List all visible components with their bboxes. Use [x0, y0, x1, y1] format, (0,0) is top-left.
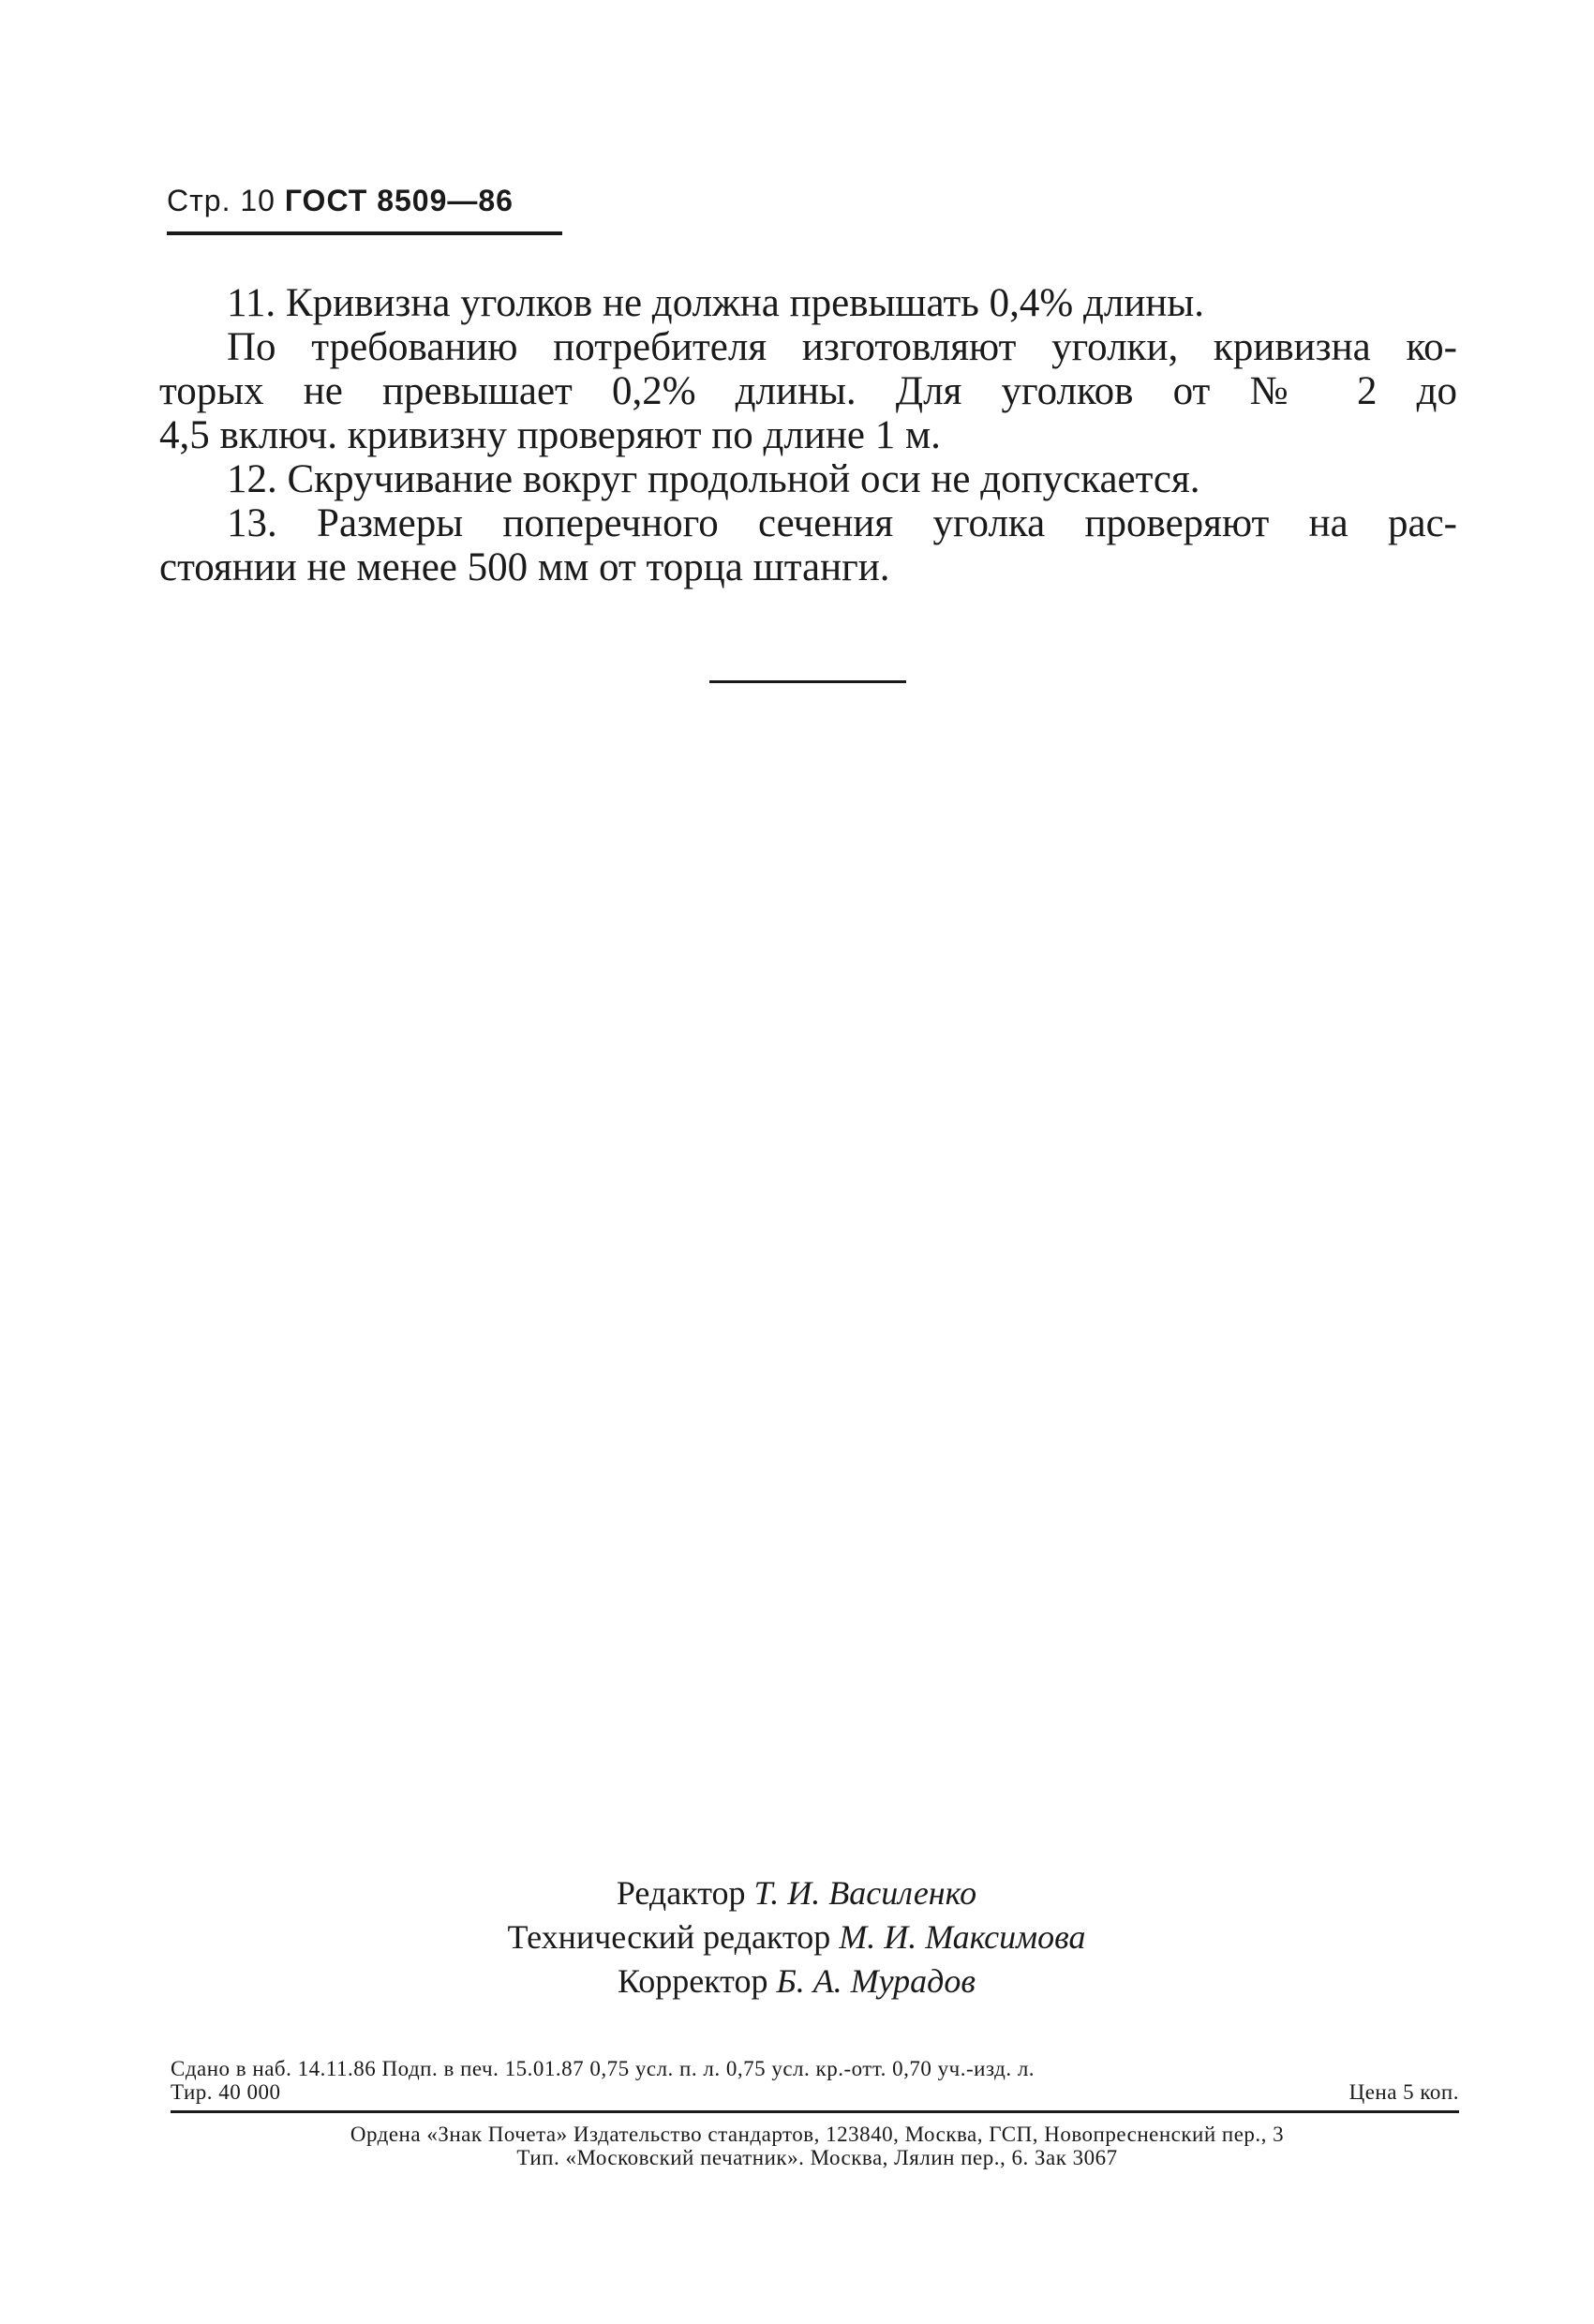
header-rule [167, 231, 562, 235]
paragraph-line: 4,5 включ. кривизну проверяют по длине 1 м. [159, 413, 941, 457]
paragraph-line: 12. Скручивание вокруг продольной оси не допускается. [227, 457, 1200, 501]
imprint-circulation: Тир. 40 000 [171, 2080, 281, 2104]
imprint-row-2 [171, 2080, 1459, 2104]
page-number: Стр. 10 [167, 184, 276, 217]
editor-role: Редактор [616, 1874, 746, 1912]
editor-name: Т. И. Василенко [753, 1874, 977, 1912]
credit-tech-editor [469, 1915, 1125, 1959]
body-text [159, 281, 1457, 589]
paragraph-11 [159, 281, 1457, 325]
credit-editor [469, 1871, 1125, 1915]
imprint-row-1 [171, 2057, 1459, 2080]
publisher-line-2: Тип. «Московский печатник». Москва, Лялин пер., 6. Зак 3067 [516, 2146, 1118, 2169]
imprint-block [171, 2057, 1459, 2104]
standard-designation: ГОСТ 8509—86 [284, 184, 514, 217]
publisher-line-1: Ордена «Знак Почета» Издательство стандартов, 123840, Москва, ГСП, Новопресненский пер., 3 [350, 2123, 1285, 2146]
tech-editor-role: Технический редактор [507, 1918, 831, 1956]
imprint-rule [171, 2110, 1459, 2113]
paragraph-11-addendum [159, 325, 1457, 457]
corrector-role: Корректор [617, 1962, 768, 2000]
paragraph-line: 13. Размеры поперечного сечения уголка проверяют на рас- [227, 501, 1457, 545]
imprint-price: Цена 5 коп. [1348, 2080, 1459, 2104]
paragraph-line: 11. Кривизна уголков не должна превышать 0,4% длины. [227, 281, 1204, 325]
imprint-print-dates: Сдано в наб. 14.11.86 Подп. в печ. 15.01.87 0,75 усл. п. л. 0,75 усл. кр.-отт. 0,70 уч.-изд. л. [171, 2057, 1035, 2080]
paragraph-12 [159, 457, 1457, 501]
corrector-name: Б. А. Мурадов [776, 1962, 976, 2000]
paragraph-line: По требованию потребителя изготовляют уголки, кривизна ко- [227, 325, 1457, 369]
paragraph-13 [159, 501, 1457, 589]
section-end-rule [709, 680, 906, 683]
publisher-block [171, 2123, 1464, 2169]
page-header [167, 184, 514, 218]
paragraph-line: стоянии не менее 500 мм от торца штанги. [159, 545, 890, 589]
tech-editor-name: М. И. Максимова [839, 1918, 1086, 1956]
credit-corrector [469, 1959, 1125, 2004]
paragraph-line: торых не превышает 0,2% длины. Для уголков от № 2 до [159, 369, 1457, 413]
credits-block [469, 1871, 1125, 2004]
